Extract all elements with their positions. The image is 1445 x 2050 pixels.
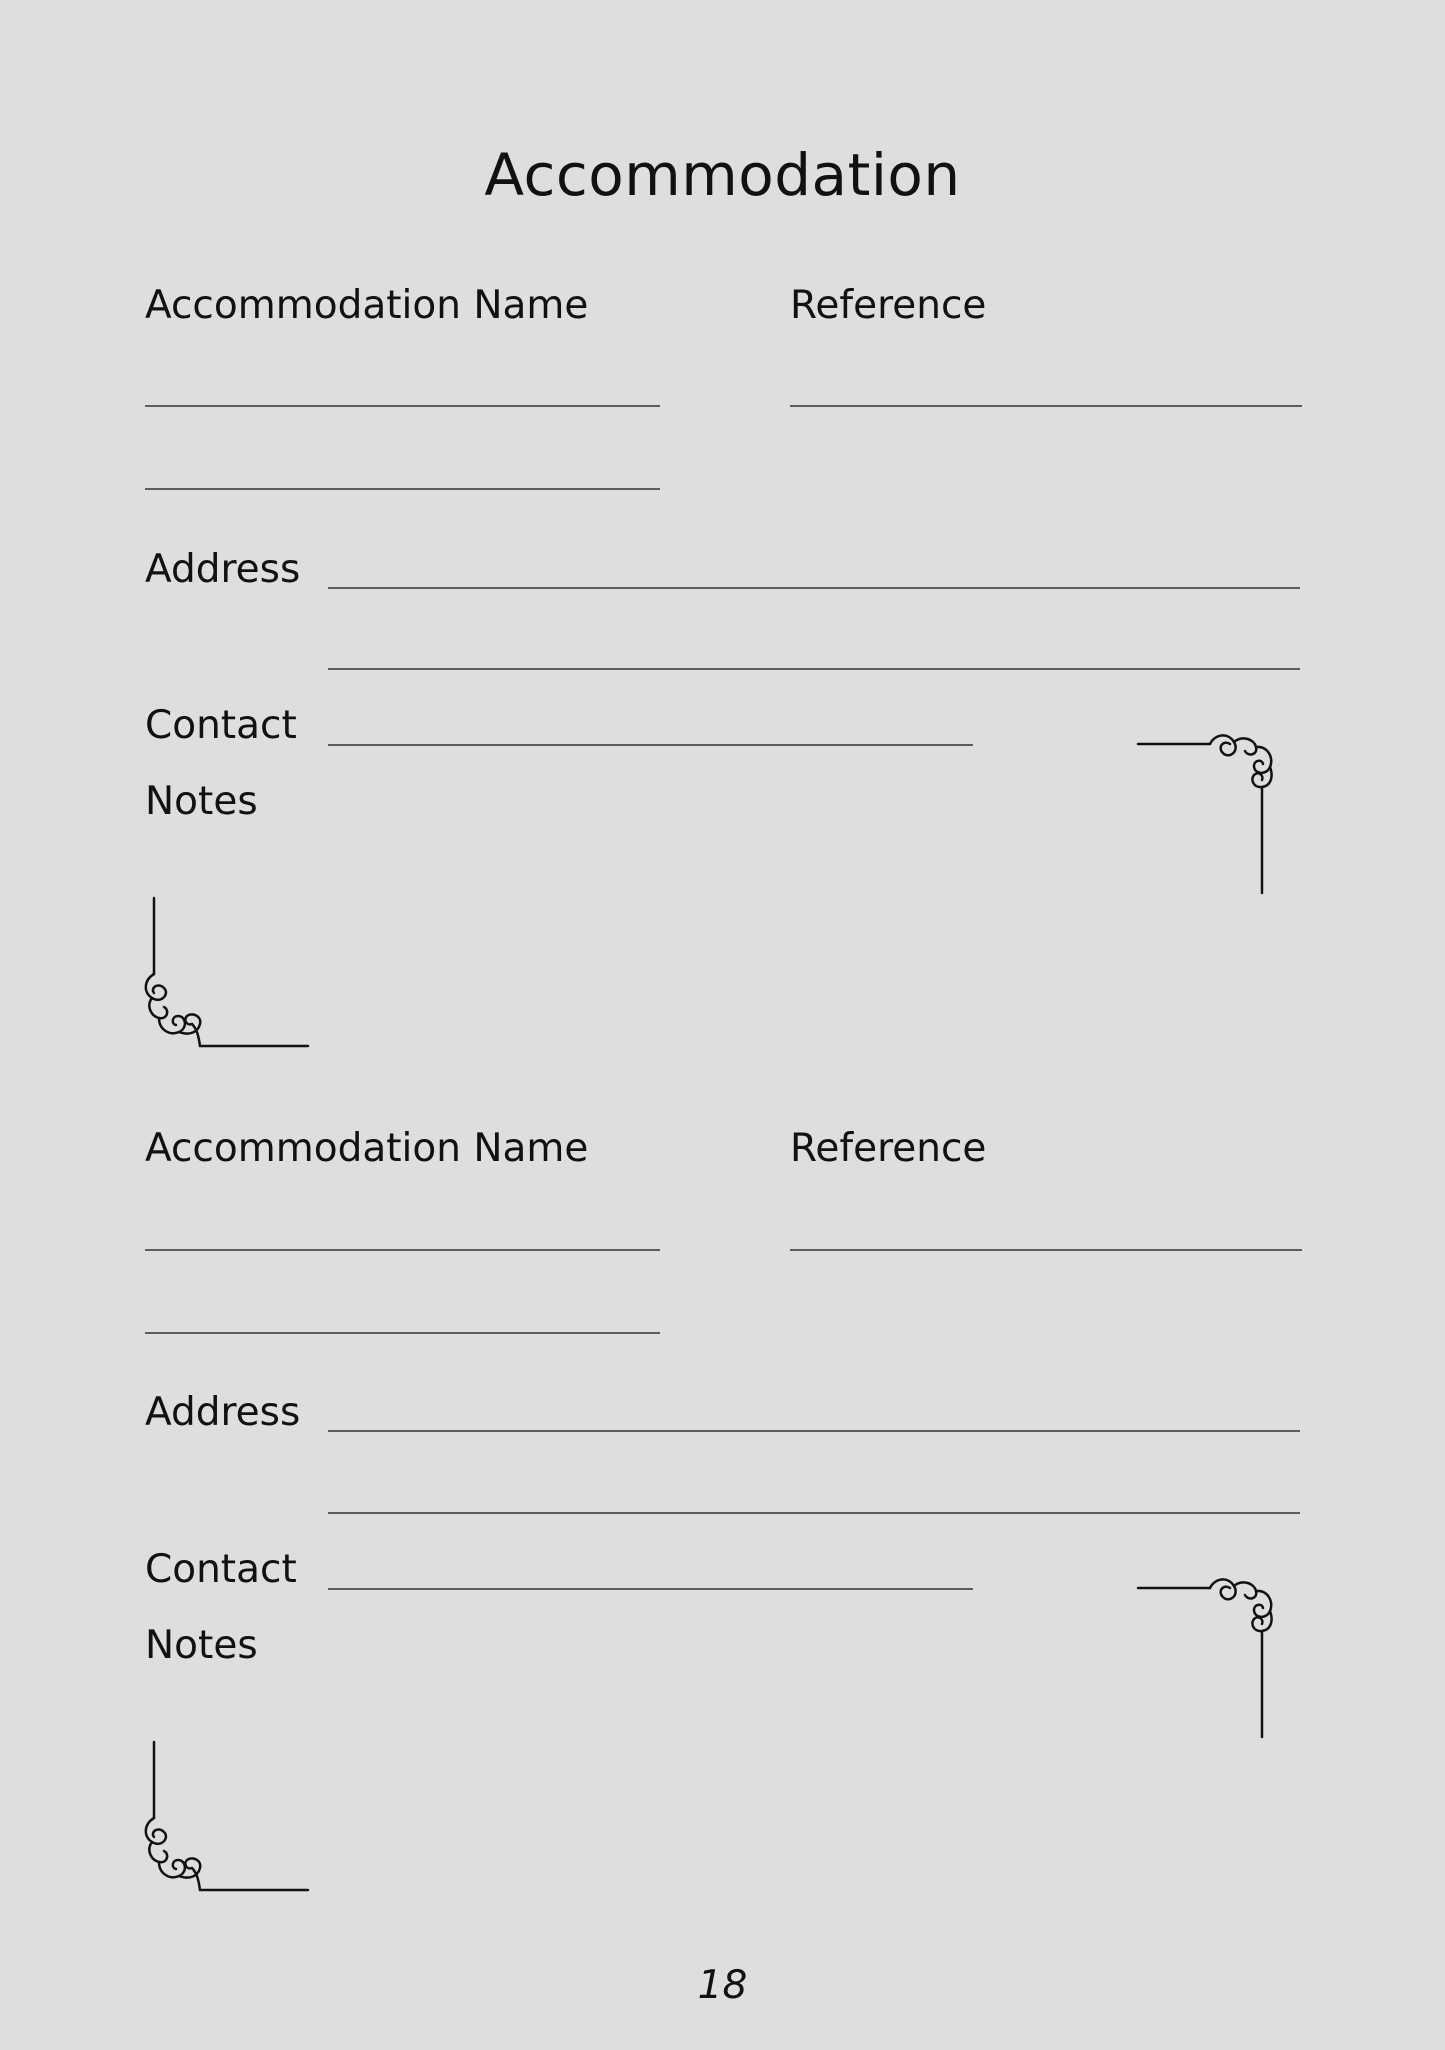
contact-line (328, 744, 973, 746)
accommodation-name-line (145, 405, 660, 407)
address-label: Address (145, 1390, 301, 1435)
reference-line (790, 1249, 1302, 1251)
notes-label: Notes (145, 779, 258, 824)
corner-ornament-bottom-left-icon (142, 1736, 322, 1906)
accommodation-name-label: Accommodation Name (145, 283, 589, 328)
accommodation-name-line-2 (145, 488, 660, 490)
reference-label: Reference (790, 1126, 987, 1171)
address-line-2 (328, 668, 1300, 670)
reference-label: Reference (790, 283, 987, 328)
corner-ornament-top-right-icon (1130, 730, 1310, 900)
corner-ornament-top-right-icon (1130, 1574, 1310, 1744)
accommodation-name-line-2 (145, 1332, 660, 1334)
page-title: Accommodation (484, 141, 961, 209)
address-line (328, 587, 1300, 589)
accommodation-name-label: Accommodation Name (145, 1126, 589, 1171)
contact-line (328, 1588, 973, 1590)
corner-ornament-bottom-left-icon (142, 892, 322, 1062)
address-line (328, 1430, 1300, 1432)
address-label: Address (145, 547, 301, 592)
notes-label: Notes (145, 1623, 258, 1668)
address-line-2 (328, 1512, 1300, 1514)
accommodation-name-line (145, 1249, 660, 1251)
contact-label: Contact (145, 703, 297, 748)
reference-line (790, 405, 1302, 407)
contact-label: Contact (145, 1547, 297, 1592)
page-number: 18 (697, 1963, 748, 2008)
